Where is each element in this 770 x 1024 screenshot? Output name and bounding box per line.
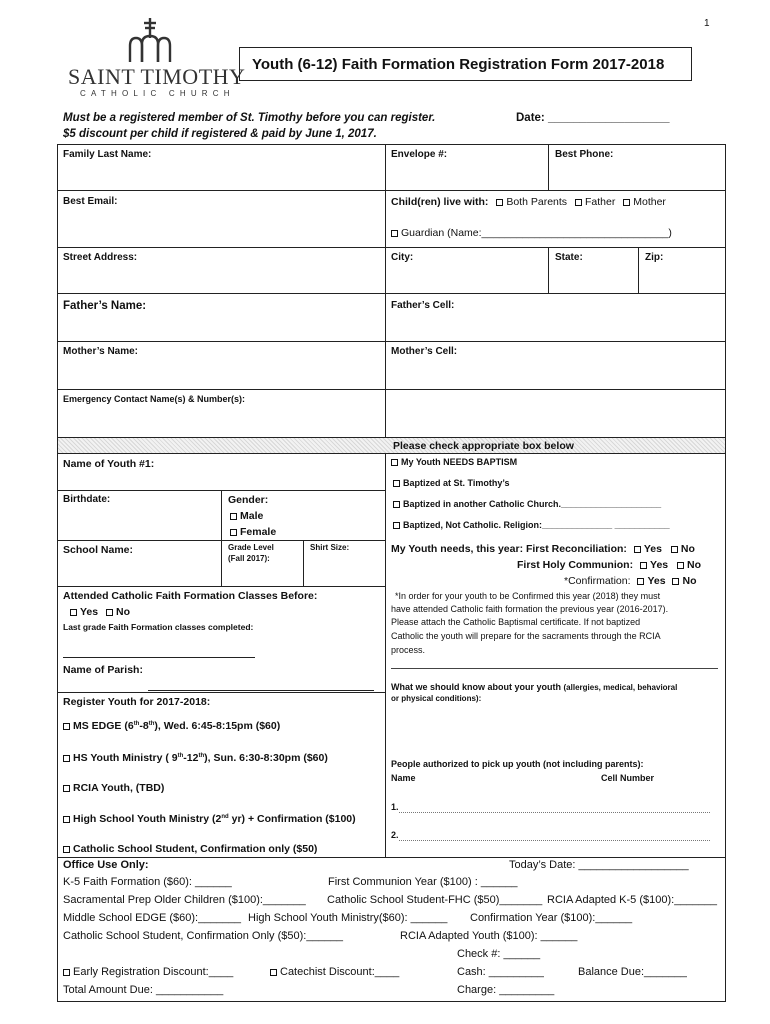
confirm-note-4: Catholic the youth will prepare for the sacraments through the RCIA: [391, 631, 661, 641]
male-checkbox[interactable]: [230, 513, 237, 520]
confirm-note-3: Please attach the Catholic Baptismal certificate. If not baptized: [391, 617, 641, 627]
mother-checkbox[interactable]: [623, 199, 630, 206]
children-live-with: [391, 196, 666, 208]
male-option: [230, 510, 263, 522]
zip-label: Zip:: [645, 252, 664, 263]
office-check[interactable]: Check #: ______: [457, 948, 541, 960]
gender-label: Gender:: [228, 494, 269, 506]
family-last-name-label: Family Last Name:: [63, 149, 152, 160]
pickup-name-header: Name: [391, 773, 416, 783]
first-holy-row: [517, 559, 701, 571]
check-box-header: Please check appropriate box below: [393, 440, 574, 452]
birthdate-label: Birthdate:: [63, 494, 111, 505]
attended-label: Attended Catholic Faith Formation Classes Before:: [63, 590, 318, 602]
hs-conf-sup: nd: [221, 814, 229, 820]
guardian-row: [391, 227, 672, 239]
needs-baptism-label: My Youth NEEDS BAPTISM: [401, 457, 518, 467]
pickup-cell-header: Cell Number: [601, 773, 655, 783]
hs-ym-time: ), Sun. 6:30-8:30pm ($60): [204, 752, 328, 764]
hs-ym-checkbox[interactable]: [63, 755, 70, 762]
ms-edge-label: MS EDGE (6: [73, 720, 134, 732]
both-parents-label: Both Parents: [506, 196, 568, 208]
rcia-label: RCIA Youth, (TBD): [73, 782, 165, 794]
church-logo: [66, 16, 246, 102]
attended-yes-checkbox[interactable]: [70, 609, 77, 616]
father-checkbox[interactable]: [575, 199, 582, 206]
catechist-discount-label[interactable]: Catechist Discount:____: [280, 966, 400, 978]
confirmation-row: [564, 575, 696, 587]
form-title: Youth (6-12) Faith Formation Registration Form 2017-2018: [252, 56, 665, 73]
know-about-detail: (allergies, medical, behavioral: [563, 683, 678, 692]
early-discount-label[interactable]: Early Registration Discount:____: [73, 966, 234, 978]
hs-ym-sup-1: th: [177, 753, 184, 759]
needs-baptism-option: [391, 457, 517, 467]
pickup-2: 2.: [391, 830, 399, 840]
confirm-note-1: *In order for your youth to be Confirmed this year (2018) they must: [395, 591, 661, 601]
hs-conf-label: High School Youth Ministry (2: [73, 813, 222, 825]
mothers-name-label: Mother’s Name:: [63, 346, 139, 357]
confirmation-label: *Confirmation:: [564, 575, 631, 587]
both-parents-checkbox[interactable]: [496, 199, 503, 206]
notice-discount: $5 discount per child if registered & paid by June 1, 2017.: [63, 128, 377, 140]
register-heading: Register Youth for 2017-2018:: [63, 696, 211, 708]
ms-edge-option: [63, 720, 280, 732]
office-rcia-k5[interactable]: RCIA Adapted K-5 ($100):_______: [547, 894, 718, 906]
needs-baptism-checkbox[interactable]: [391, 459, 398, 466]
confirmation-no-label: No: [682, 575, 697, 587]
office-sacramental-prep[interactable]: Sacramental Prep Older Children ($100):_______: [63, 894, 306, 906]
attended-no-checkbox[interactable]: [106, 609, 113, 616]
baptized-not-checkbox[interactable]: [393, 522, 400, 529]
female-label: Female: [240, 526, 277, 538]
hs-conf-tail: yr) + Confirmation ($100): [228, 813, 356, 825]
office-heading: Office Use Only:: [63, 859, 149, 871]
catholic-school-option: [63, 843, 317, 855]
hs-ym-option: [63, 752, 328, 764]
ms-edge-mid: -8: [139, 720, 149, 732]
rcia-checkbox[interactable]: [63, 785, 70, 792]
confirm-note-5: process.: [391, 645, 426, 655]
city-label: City:: [391, 252, 414, 263]
father-option-label: Father: [584, 196, 616, 208]
baptized-other-label: Baptized in another Catholic Church.____________________: [403, 499, 662, 509]
confirmation-yes-checkbox[interactable]: [637, 578, 644, 585]
office-cash[interactable]: Cash: _________: [457, 966, 544, 978]
fathers-name-label: Father’s Name:: [63, 300, 147, 312]
guardian-checkbox[interactable]: [391, 230, 398, 237]
hs-ym-label: HS Youth Ministry ( 9: [73, 752, 178, 764]
catholic-school-checkbox[interactable]: [63, 846, 70, 853]
confirm-note-2: have attended Catholic faith formation the previous year (2016-2017).: [391, 604, 669, 614]
fall-label: (Fall 2017):: [228, 554, 270, 563]
pickup-1: 1.: [391, 802, 399, 812]
office-rcia-youth[interactable]: RCIA Adapted Youth ($100): ______: [400, 930, 578, 942]
first-holy-label: First Holy Communion:: [517, 559, 634, 571]
street-address-label: Street Address:: [63, 252, 138, 263]
attended-yes-label: Yes: [80, 606, 99, 618]
needs-this-year-label: My Youth needs, this year: First Reconciliation:: [391, 543, 627, 555]
ms-edge-sup-2: th: [148, 721, 155, 727]
female-checkbox[interactable]: [230, 529, 237, 536]
office-k5[interactable]: K-5 Faith Formation ($60): ______: [63, 876, 232, 888]
hs-ym-mid: -12: [183, 752, 199, 764]
hs-ym-sup-2: th: [198, 753, 205, 759]
best-phone-label: Best Phone:: [555, 149, 614, 160]
office-first-communion[interactable]: First Communion Year ($100) : ______: [328, 876, 518, 888]
rcia-option: [63, 782, 164, 794]
reconciliation-yes-label: Yes: [643, 543, 662, 555]
office-total[interactable]: Total Amount Due: ___________: [63, 984, 224, 996]
first-holy-yes-label: Yes: [650, 559, 669, 571]
reconciliation-no-label: No: [680, 543, 695, 555]
last-grade-label: Last grade Faith Formation classes completed:: [63, 622, 254, 632]
office-catechist-discount: [270, 966, 399, 978]
parish-label: Name of Parish:: [63, 664, 143, 676]
mother-option-label: Mother: [633, 196, 666, 208]
baptized-other-checkbox[interactable]: [393, 501, 400, 508]
hs-conf-checkbox[interactable]: [63, 816, 70, 823]
catholic-school-label: Catholic School Student, Confirmation only ($50): [73, 843, 318, 855]
male-label: Male: [240, 510, 264, 522]
catechist-discount-checkbox[interactable]: [270, 969, 277, 976]
baptized-not-option: [393, 520, 670, 530]
youth-name-label: Name of Youth #1:: [63, 458, 155, 470]
needs-reconciliation-row: [391, 543, 695, 555]
office-hs-ym[interactable]: High School Youth Ministry($60): ______: [248, 912, 448, 924]
attended-options: [70, 606, 130, 618]
office-charge[interactable]: Charge: _________: [457, 984, 555, 996]
envelope-label: Envelope #:: [391, 149, 448, 160]
baptized-st-label: Baptized at St. Timothy’s: [403, 478, 510, 488]
date-field[interactable]: Date: ___________________: [516, 112, 670, 124]
ms-edge-sup-1: th: [133, 721, 140, 727]
first-holy-no-label: No: [687, 559, 702, 571]
office-early-discount: [63, 966, 233, 978]
grade-level-label: Grade Level: [228, 543, 274, 552]
office-fhc[interactable]: Catholic School Student-FHC ($50)_______: [327, 894, 543, 906]
reconciliation-no-checkbox[interactable]: [671, 546, 678, 553]
reconciliation-yes-checkbox[interactable]: [634, 546, 641, 553]
notice-membership: Must be a registered member of St. Timothy before you can register.: [63, 112, 436, 124]
know-about-youth: [391, 682, 677, 692]
mothers-cell-label: Mother’s Cell:: [391, 346, 458, 357]
attended-no-label: No: [116, 606, 131, 618]
school-name-label: School Name:: [63, 544, 134, 556]
office-balance[interactable]: Balance Due:_______: [578, 966, 687, 978]
best-email-label: Best Email:: [63, 196, 118, 207]
confirmation-no-checkbox[interactable]: [672, 578, 679, 585]
guardian-label: Guardian (Name:________________________________): [401, 227, 672, 239]
logo-subtitle: CATHOLIC CHURCH: [80, 89, 235, 98]
emergency-contact-label: Emergency Contact Name(s) & Number(s):: [63, 394, 246, 404]
state-label: State:: [555, 252, 583, 263]
office-conf-year[interactable]: Confirmation Year ($100):______: [470, 912, 633, 924]
todays-date[interactable]: Today’s Date: __________________: [509, 859, 689, 871]
know-about-label: What we should know about your youth: [391, 682, 561, 692]
hs-conf-option: [63, 813, 356, 825]
early-discount-checkbox[interactable]: [63, 969, 70, 976]
children-live-with-label: Child(ren) live with:: [391, 196, 489, 208]
cross-arches-icon: [66, 16, 232, 64]
logo-name: SAINT TIMOTHY: [68, 64, 246, 89]
know-about-detail-2: or physical conditions):: [391, 694, 482, 703]
first-holy-no-checkbox[interactable]: [677, 562, 684, 569]
pickup-label: People authorized to pick up youth (not including parents):: [391, 759, 644, 769]
office-cs-conf[interactable]: Catholic School Student, Confirmation Only ($50):______: [63, 930, 344, 942]
baptized-other-option: [393, 499, 661, 509]
page-number: 1: [704, 18, 710, 29]
fathers-cell-label: Father’s Cell:: [391, 300, 455, 311]
office-ms-edge[interactable]: Middle School EDGE ($60):_______: [63, 912, 241, 924]
baptized-st-checkbox[interactable]: [393, 480, 400, 487]
baptized-st-option: [393, 478, 510, 488]
ms-edge-time: ), Wed. 6:45-8:15pm ($60): [154, 720, 281, 732]
confirmation-yes-label: Yes: [647, 575, 666, 587]
ms-edge-checkbox[interactable]: [63, 723, 70, 730]
first-holy-yes-checkbox[interactable]: [640, 562, 647, 569]
female-option: [230, 526, 276, 538]
shirt-size-label: Shirt Size:: [310, 543, 350, 552]
baptized-not-label: Baptized, Not Catholic. Religion:______________ ___________: [403, 520, 670, 530]
